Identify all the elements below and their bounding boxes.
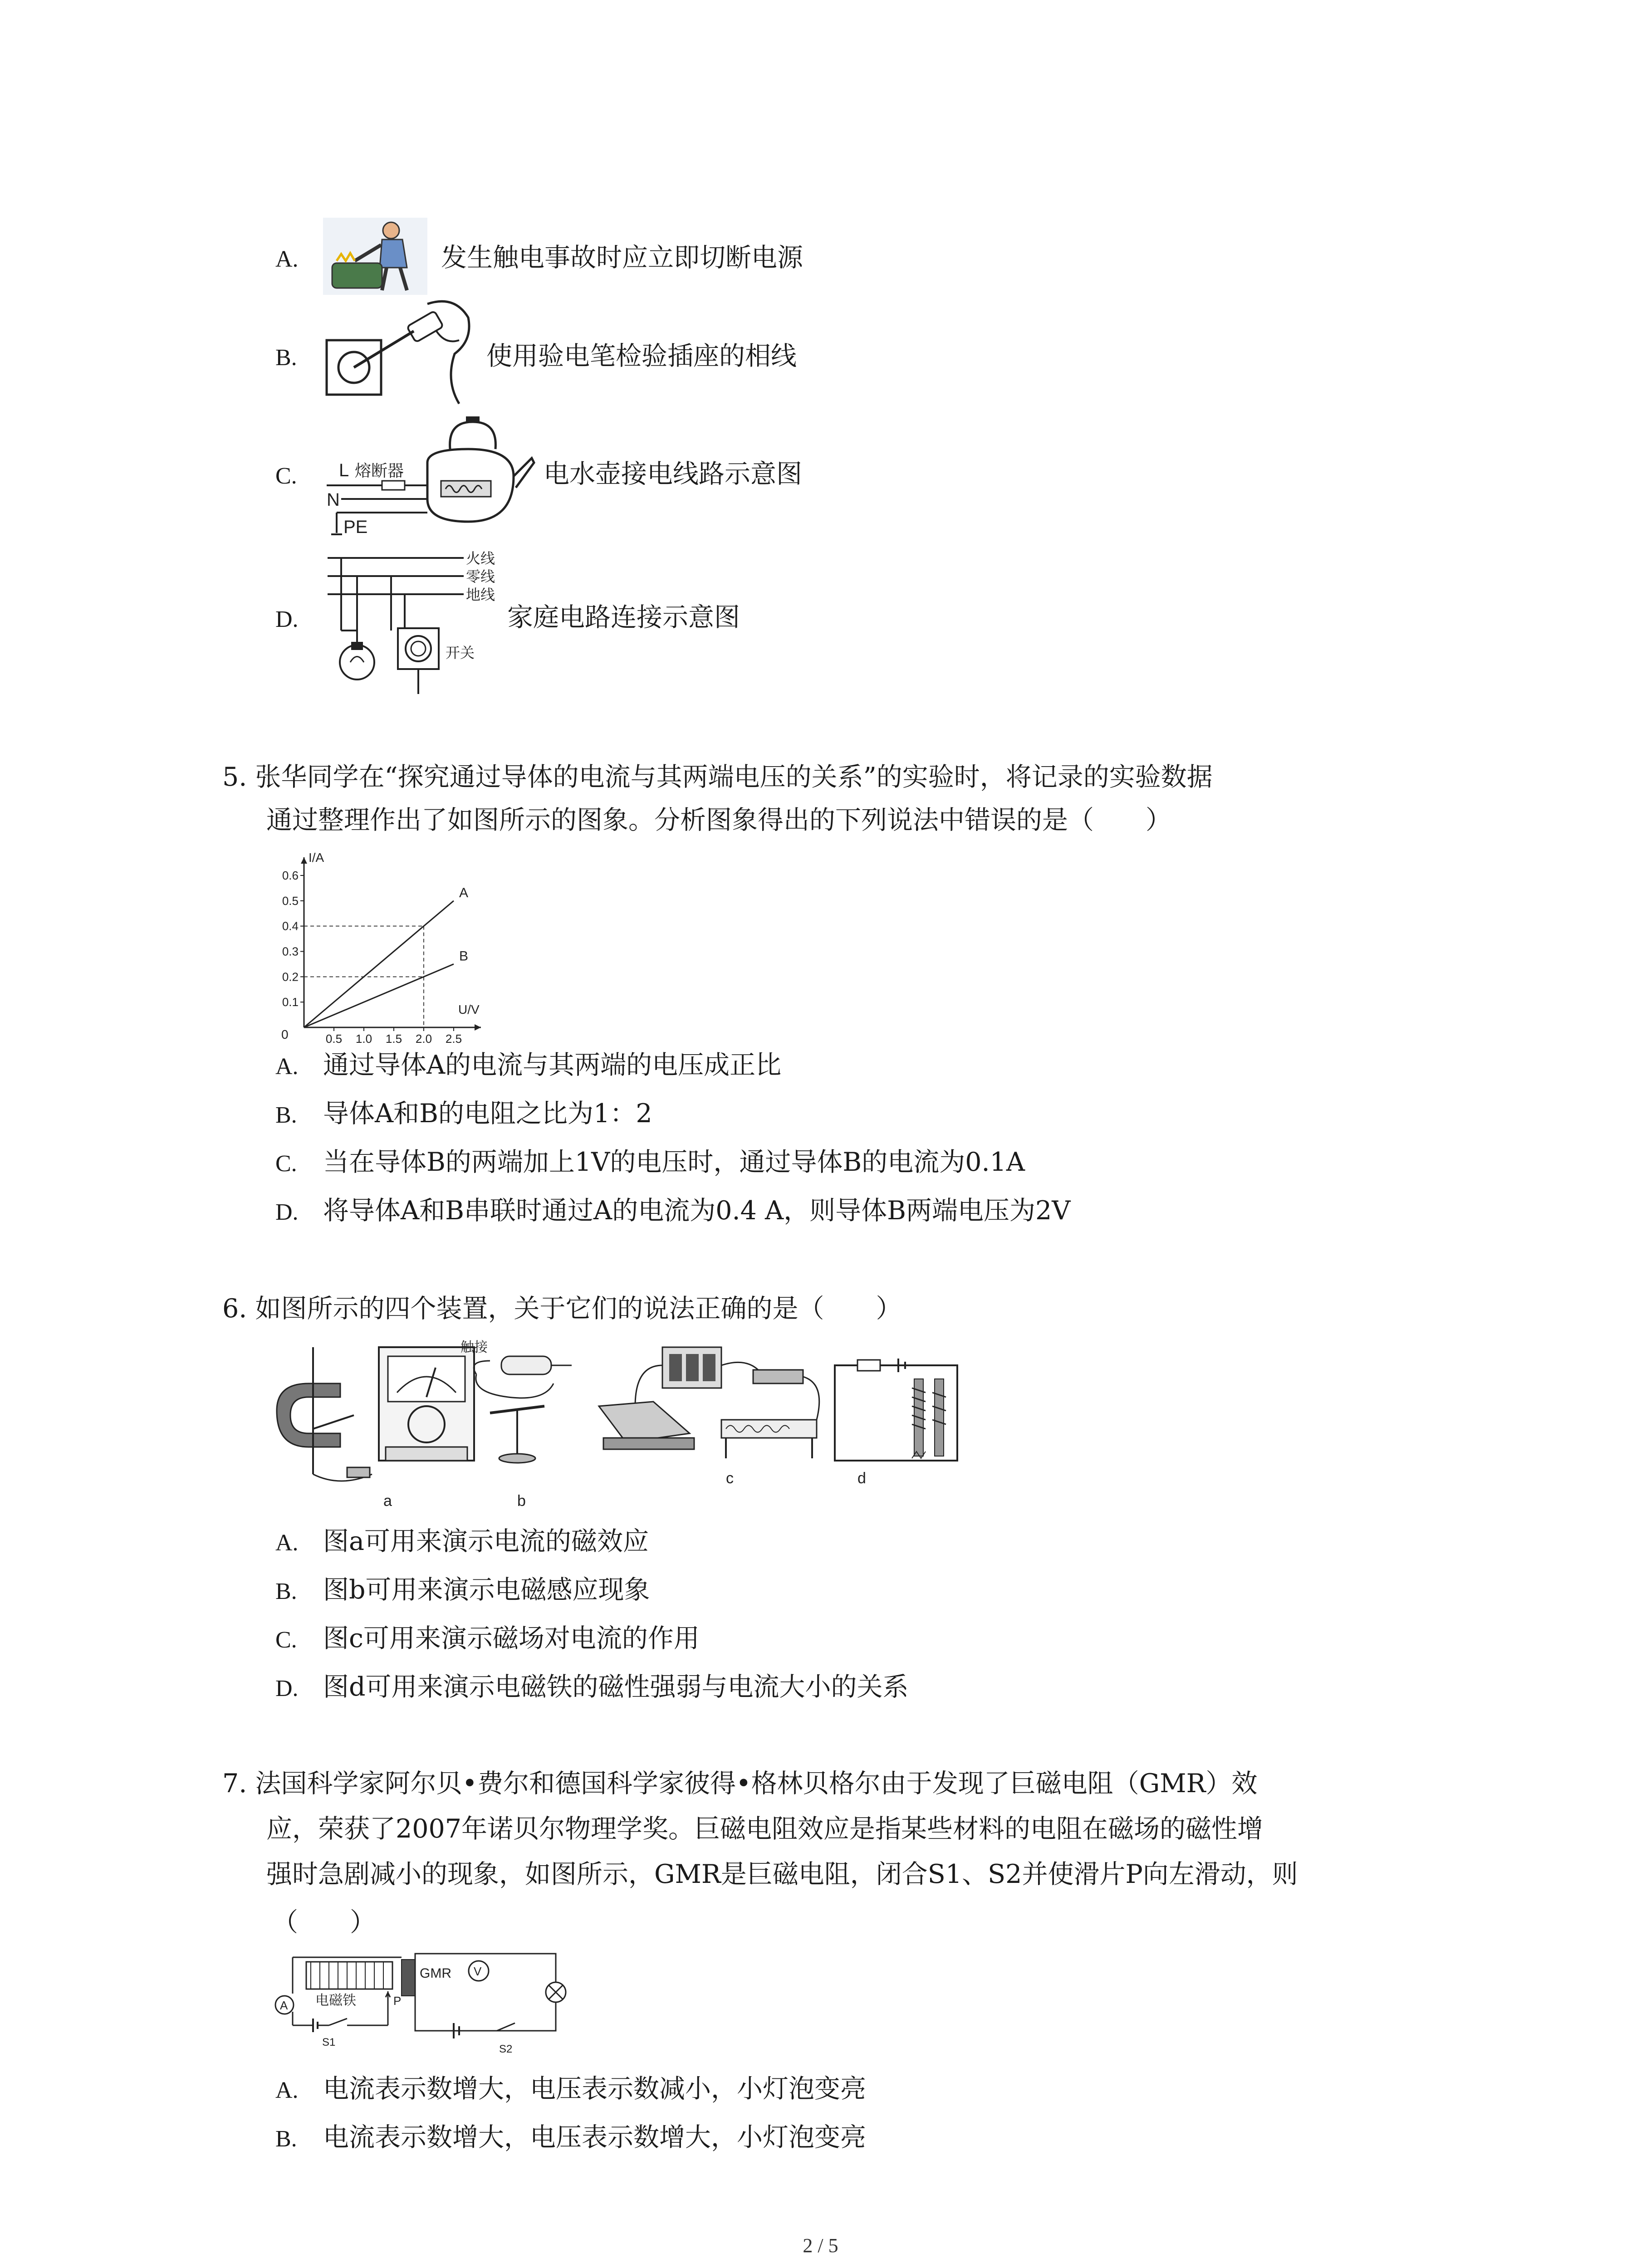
option-letter: D. — [275, 1199, 299, 1225]
option-text: 当在导体B的两端加上1V的电压时，通过导体B的电流为0.1A — [323, 1147, 1025, 1177]
zero-wire-label: 零线 — [466, 568, 495, 585]
option-letter: D. — [275, 1676, 299, 1701]
option-text: 家庭电路连接示意图 — [507, 602, 740, 632]
q7-stem-line-3: 强时急剧减小的现象，如图所示，GMR是巨磁电阻，闭合S1、S2并使滑片P向左滑动，则 — [266, 1859, 1298, 1889]
y-tick-label: 0.6 — [282, 869, 299, 882]
q7-stem-line-1: 7. 法国科学家阿尔贝•费尔和德国科学家彼得•格林贝格尔由于发现了巨磁电阻（GMR）效 — [222, 1769, 1258, 1799]
x-tick-label: 1.5 — [385, 1032, 402, 1043]
device-b-label: b — [517, 1492, 526, 1510]
option-text: 使用验电笔检验插座的相线 — [486, 341, 797, 371]
option-letter: B. — [275, 345, 297, 371]
iu-chart-svg — [259, 848, 495, 1043]
fire-wire-label: 火线 — [466, 550, 495, 567]
option-text: 图a可用来演示电流的磁效应 — [323, 1526, 649, 1556]
series-label-a: A — [459, 885, 469, 900]
device-d — [835, 1359, 957, 1487]
origin-label: 0 — [281, 1027, 289, 1041]
ground-wire-label: 地线 — [466, 587, 495, 603]
option-letter: A. — [275, 2077, 299, 2103]
slider-p-label: P — [393, 1994, 402, 2008]
x-tick-label: 2.0 — [415, 1032, 432, 1043]
ammeter-label: A — [280, 1999, 288, 2012]
kettle-l-label: L — [339, 460, 349, 480]
option-letter: B. — [275, 1579, 297, 1604]
device-c-label: c — [726, 1470, 734, 1487]
device-c — [599, 1347, 819, 1487]
option-text: 电流表示数增大，电压表示数增大，小灯泡变亮 — [323, 2122, 866, 2152]
x-tick-label: 2.5 — [445, 1032, 462, 1043]
option-letter: D. — [275, 606, 299, 632]
option-letter: C. — [275, 463, 297, 489]
q6-stem: 6. 如图所示的四个装置，关于它们的说法正确的是（ ） — [222, 1294, 902, 1324]
s1-label: S1 — [322, 2036, 336, 2048]
device-a — [277, 1347, 474, 1510]
option-text: 电水壶接电线路示意图 — [544, 459, 802, 489]
q5-stem-line-2: 通过整理作出了如图所示的图象。分析图象得出的下列说法中错误的是（ ） — [266, 805, 1171, 835]
kettle-wiring-diagram — [323, 408, 536, 544]
q7-stem-line-4: （ ） — [272, 1907, 376, 1937]
q5-stem-line-1: 5. 张华同学在“探究通过导体的电流与其两端电压的关系”的实验时，将记录的实验数据 — [222, 762, 1213, 792]
y-tick-label: 0.3 — [282, 944, 299, 958]
option-text: 发生触电事故时应立即切断电源 — [441, 243, 803, 273]
series-line-b — [304, 964, 454, 1027]
option-text: 导体A和B的电阻之比为1：2 — [323, 1099, 652, 1129]
option-text: 图b可用来演示电磁感应现象 — [323, 1575, 650, 1605]
home-circuit-diagram — [323, 549, 505, 703]
kettle-n-label: N — [327, 490, 340, 510]
option-text: 通过导体A的电流与其两端的电压成正比 — [323, 1050, 782, 1080]
voltmeter-label: V — [474, 1965, 482, 1978]
y-tick-label: 0.1 — [282, 995, 299, 1009]
device-b — [460, 1340, 572, 1510]
series-label-b: B — [459, 948, 469, 964]
option-letter: B. — [275, 2126, 297, 2152]
option-text: 图c可用来演示磁场对电流的作用 — [323, 1623, 700, 1653]
x-tick-label: 0.5 — [325, 1032, 343, 1043]
y-axis-arrow — [301, 857, 307, 864]
q7-stem-line-2: 应，荣获了2007年诺贝尔物理学奖。巨磁电阻效应是指某些材料的电阻在磁场的磁性增 — [266, 1814, 1264, 1844]
electric-shock-picture — [323, 218, 427, 295]
option-text: 电流表示数增大，电压表示数减小，小灯泡变亮 — [323, 2074, 866, 2104]
y-tick-label: 0.2 — [282, 970, 299, 984]
option-letter: A. — [275, 1530, 299, 1556]
electromagnet-label: 电磁铁 — [315, 1993, 356, 2008]
y-tick-label: 0.5 — [282, 894, 299, 908]
s2-label: S2 — [499, 2043, 513, 2055]
option-letter: B. — [275, 1102, 297, 1128]
page-number: 2 / 5 — [803, 2234, 838, 2257]
gmr-circuit-diagram — [270, 1948, 569, 2057]
device-a-label: a — [383, 1492, 392, 1510]
test-pen-socket-picture — [323, 290, 477, 408]
kettle-fuse-label: 熔断器 — [355, 461, 404, 480]
option-letter: C. — [275, 1151, 297, 1177]
y-axis-label: I/A — [309, 850, 324, 865]
device-d-label: d — [857, 1470, 866, 1487]
option-letter: A. — [275, 1054, 299, 1080]
x-axis-arrow — [475, 1024, 481, 1031]
kettle-pe-label: PE — [343, 517, 368, 537]
y-tick-label: 0.4 — [282, 919, 299, 933]
x-tick-label: 1.0 — [355, 1032, 372, 1043]
gmr-label: GMR — [420, 1966, 451, 1981]
q6-four-devices-figure — [272, 1338, 962, 1510]
option-letter: A. — [275, 246, 299, 272]
q5-iu-chart — [259, 848, 495, 1043]
option-text: 图d可用来演示电磁铁的磁性强弱与电流大小的关系 — [323, 1672, 909, 1702]
x-axis-label: U/V — [458, 1002, 480, 1017]
option-text: 将导体A和B串联时通过A的电流为0.4 A，则导体B两端电压为2V — [323, 1196, 1071, 1226]
series-line-a — [304, 901, 454, 1027]
switch-label: 开关 — [446, 645, 475, 661]
touch-label: 触接 — [460, 1340, 488, 1355]
option-letter: C. — [275, 1627, 297, 1653]
